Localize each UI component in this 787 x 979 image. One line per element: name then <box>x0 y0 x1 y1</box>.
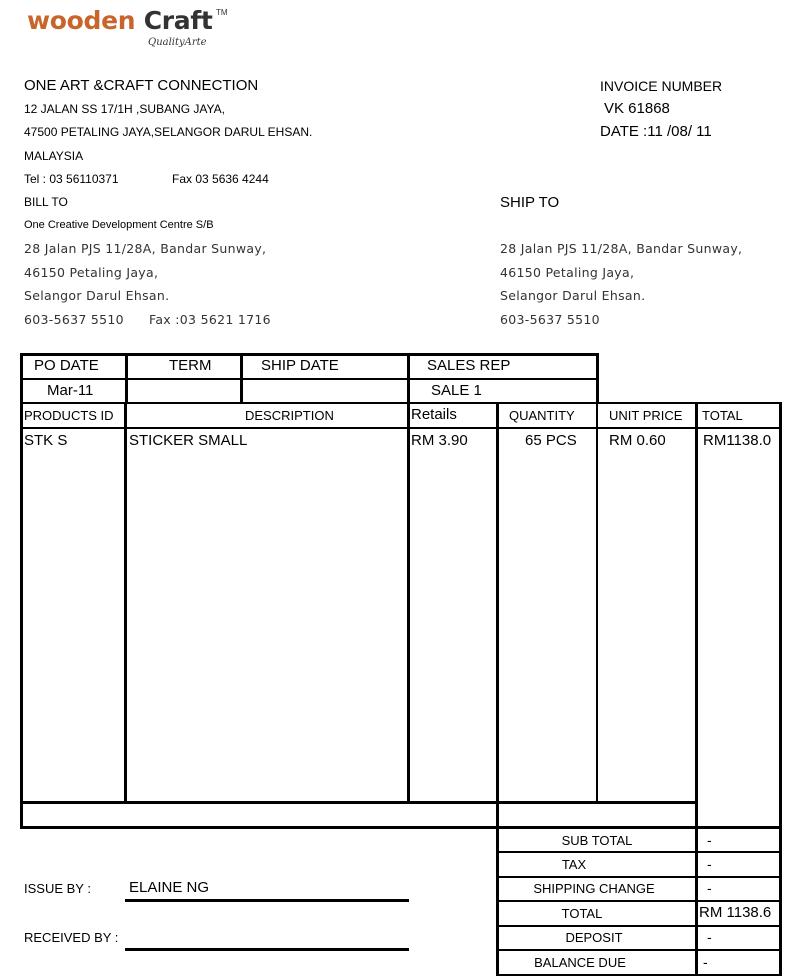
grid-line <box>20 427 782 429</box>
bill-to-fax: Fax :03 5621 1716 <box>149 312 271 327</box>
balance-due-value: - <box>703 954 708 970</box>
ship-to-label: SHIP TO <box>500 194 560 211</box>
grid-line <box>596 402 598 802</box>
balance-due-label: BALANCE DUE <box>534 955 626 970</box>
subtotal-value: - <box>707 832 712 848</box>
grid-line <box>407 353 410 403</box>
grid-line <box>20 378 599 380</box>
tax-value: - <box>707 856 712 872</box>
grid-line <box>496 851 782 853</box>
grid-line <box>407 402 410 802</box>
grid-line <box>20 353 599 356</box>
item-unit-price: RM 0.60 <box>609 432 666 449</box>
logo-word-craft: Craft <box>143 6 213 35</box>
seller-country: MALAYSIA <box>24 149 84 163</box>
po-date-header: PO DATE <box>34 357 99 374</box>
bill-to-line-3: Selangor Darul Ehsan. <box>24 288 170 303</box>
ship-to-line-2: 46150 Petaling Jaya, <box>500 265 635 280</box>
company-logo <box>27 6 213 35</box>
grid-line <box>240 353 243 403</box>
tax-label: TAX <box>561 857 587 872</box>
issue-by-label: ISSUE BY : <box>24 881 91 896</box>
received-by-label: RECEIVED BY : <box>24 930 119 945</box>
issue-by-name: ELAINE NG <box>129 879 210 896</box>
retails-header: Retails <box>411 406 457 423</box>
term-header: TERM <box>169 357 212 374</box>
unit-price-header: UNIT PRICE <box>609 408 683 423</box>
grid-line <box>124 402 127 802</box>
ship-to-line-3: Selangor Darul Ehsan. <box>500 288 646 303</box>
grid-line <box>125 353 128 403</box>
grid-line <box>496 949 782 951</box>
deposit-value: - <box>707 929 712 945</box>
logo-tagline: QualityArte <box>148 37 207 48</box>
item-total: RM1138.0 <box>703 432 772 449</box>
grid-line <box>496 974 782 976</box>
grid-line <box>496 876 782 878</box>
seller-address-2: 47500 PETALING JAYA,SELANGOR DARUL EHSAN. <box>24 125 313 139</box>
sales-rep-value: SALE 1 <box>431 382 482 399</box>
logo-word-wooden: wooden <box>27 6 136 35</box>
bill-to-label: BILL TO <box>24 195 68 209</box>
total-value: RM 1138.6 <box>699 904 772 921</box>
grid-line <box>779 402 782 976</box>
invoice-date: DATE :11 /08/ 11 <box>600 123 712 140</box>
received-by-line <box>125 948 409 951</box>
description-header: DESCRIPTION <box>245 408 334 423</box>
products-id-header: PRODUCTS ID <box>24 408 114 423</box>
shipping-label: SHIPPING CHANGE <box>533 881 655 896</box>
ship-date-header: SHIP DATE <box>261 357 339 374</box>
item-id: STK S <box>24 432 68 449</box>
grid-line <box>496 925 782 927</box>
invoice-number: VK 61868 <box>604 100 670 117</box>
seller-address-1: 12 JALAN SS 17/1H ,SUBANG JAYA, <box>24 102 225 116</box>
grid-line <box>596 353 599 403</box>
item-description: STICKER SMALL <box>129 432 248 449</box>
bill-to-line-1: 28 Jalan PJS 11/28A, Bandar Sunway, <box>24 241 267 256</box>
subtotal-label: SUB TOTAL <box>561 833 633 848</box>
total-header: TOTAL <box>702 408 743 423</box>
seller-name: ONE ART &CRAFT CONNECTION <box>24 77 259 94</box>
seller-fax: Fax 03 5636 4244 <box>172 172 269 186</box>
logo-trademark: TM <box>216 8 228 17</box>
bill-to-company: One Creative Development Centre S/B <box>24 219 214 231</box>
grid-line <box>695 402 698 976</box>
po-date-value: Mar-11 <box>47 382 94 399</box>
grid-line <box>20 801 698 804</box>
sales-rep-header: SALES REP <box>427 357 511 374</box>
quantity-header: QUANTITY <box>509 408 575 423</box>
grid-line <box>20 402 782 404</box>
grid-line <box>20 353 23 829</box>
ship-to-phone: 603-5637 5510 <box>500 312 600 327</box>
bill-to-line-2: 46150 Petaling Jaya, <box>24 265 159 280</box>
bill-to-phone: 603-5637 5510 <box>24 312 124 327</box>
ship-to-line-1: 28 Jalan PJS 11/28A, Bandar Sunway, <box>500 241 743 256</box>
grid-line <box>496 900 782 902</box>
item-quantity: 65 PCS <box>525 432 577 449</box>
issue-by-line <box>125 899 409 902</box>
seller-tel: Tel : 03 56110371 <box>24 172 119 186</box>
shipping-value: - <box>707 880 712 896</box>
invoice-number-label: INVOICE NUMBER <box>600 78 723 94</box>
item-retail: RM 3.90 <box>411 432 468 449</box>
grid-line <box>20 826 782 829</box>
total-label: TOTAL <box>561 906 603 921</box>
deposit-label: DEPOSIT <box>565 930 623 945</box>
